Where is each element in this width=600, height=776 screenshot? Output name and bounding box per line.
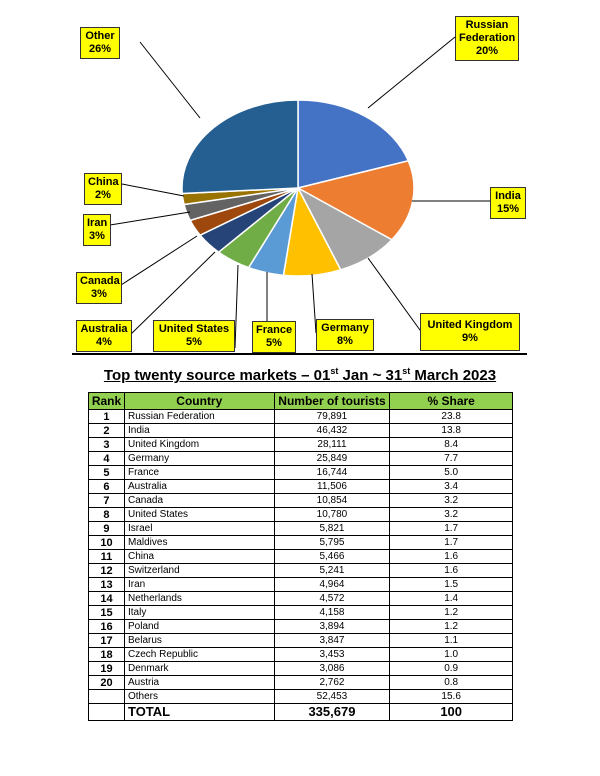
table-row (89, 410, 513, 424)
cell-country: Israel (124, 522, 274, 536)
cell-tourists: 46,432 (274, 424, 390, 438)
cell-rank: 19 (89, 662, 125, 676)
cell-rank: 17 (89, 634, 125, 648)
table-total-row (89, 704, 513, 721)
callout-united-states (153, 320, 235, 352)
table-row (89, 466, 513, 480)
table-row (89, 690, 513, 704)
cell-tourists: 28,111 (274, 438, 390, 452)
header-share: % Share (390, 393, 513, 410)
cell-country: Austria (124, 676, 274, 690)
callout-australia (76, 320, 132, 352)
cell-tourists: 4,158 (274, 606, 390, 620)
callout-russia-line2: Federation (459, 32, 516, 44)
callout-france (252, 321, 296, 353)
cell-share: 1.2 (390, 620, 513, 634)
callout-australia-label: Australia (80, 323, 128, 335)
total-country: TOTAL (124, 704, 274, 721)
cell-share: 1.1 (390, 634, 513, 648)
cell-country: Others (124, 690, 274, 704)
table-row (89, 494, 513, 508)
callout-other (80, 27, 120, 59)
cell-country: Denmark (124, 662, 274, 676)
table-row (89, 564, 513, 578)
cell-share: 15.6 (390, 690, 513, 704)
cell-country: United Kingdom (124, 438, 274, 452)
cell-rank: 1 (89, 410, 125, 424)
pie-slice-other (182, 100, 298, 194)
cell-country: Germany (124, 452, 274, 466)
cell-rank: 8 (89, 508, 125, 522)
cell-tourists: 4,964 (274, 578, 390, 592)
callout-other-pct: 26% (88, 43, 112, 55)
cell-country: Russian Federation (124, 410, 274, 424)
cell-rank: 20 (89, 676, 125, 690)
cell-country: Switzerland (124, 564, 274, 578)
table-row (89, 676, 513, 690)
table-row (89, 648, 513, 662)
cell-rank: 2 (89, 424, 125, 438)
cell-country: Belarus (124, 634, 274, 648)
cell-tourists: 25,849 (274, 452, 390, 466)
callout-russia-pct: 20% (475, 45, 499, 57)
callout-uk-label: United Kingdom (427, 319, 513, 331)
cell-tourists: 3,894 (274, 620, 390, 634)
cell-country: Australia (124, 480, 274, 494)
leader-line-uk (368, 258, 425, 337)
callout-australia-pct: 4% (96, 336, 112, 348)
cell-tourists: 10,854 (274, 494, 390, 508)
leader-line-canada (121, 236, 197, 285)
cell-rank: 16 (89, 620, 125, 634)
table-row (89, 508, 513, 522)
callout-germany-pct: 8% (337, 335, 353, 347)
header-rank: Rank (89, 393, 125, 410)
cell-share: 8.4 (390, 438, 513, 452)
callout-russia-line1: Russian (465, 19, 509, 31)
table-body (89, 410, 513, 721)
total-share: 100 (390, 704, 513, 721)
cell-tourists: 79,891 (274, 410, 390, 424)
cell-rank: 6 (89, 480, 125, 494)
table-row (89, 634, 513, 648)
cell-share: 7.7 (390, 452, 513, 466)
cell-country: Canada (124, 494, 274, 508)
cell-rank: 7 (89, 494, 125, 508)
callout-iran-pct: 3% (89, 230, 105, 242)
leader-line-us (235, 265, 238, 348)
title-sup-2: st (402, 366, 411, 376)
cell-tourists: 16,744 (274, 466, 390, 480)
cell-tourists: 11,506 (274, 480, 390, 494)
cell-country: Italy (124, 606, 274, 620)
cell-share: 1.5 (390, 578, 513, 592)
cell-share: 3.2 (390, 508, 513, 522)
callout-china (84, 173, 122, 205)
callout-france-label: France (256, 324, 293, 336)
callout-us-pct: 5% (186, 336, 202, 348)
cell-share: 1.4 (390, 592, 513, 606)
cell-country: United States (124, 508, 274, 522)
callout-canada (76, 272, 122, 304)
cell-rank: 13 (89, 578, 125, 592)
callout-india-pct: 15% (496, 203, 520, 215)
table-row (89, 522, 513, 536)
cell-share: 1.7 (390, 522, 513, 536)
cell-share: 5.0 (390, 466, 513, 480)
table-title (0, 366, 600, 384)
cell-tourists: 2,762 (274, 676, 390, 690)
table-row (89, 592, 513, 606)
title-mid: Jan ~ 31 (338, 367, 403, 384)
callout-canada-pct: 3% (91, 288, 107, 300)
cell-rank: 14 (89, 592, 125, 606)
title-sup-1: st (330, 366, 339, 376)
header-country: Country (124, 393, 274, 410)
cell-share: 23.8 (390, 410, 513, 424)
pie-chart-area (0, 0, 600, 352)
cell-country: France (124, 466, 274, 480)
cell-country: Poland (124, 620, 274, 634)
callout-germany-label: Germany (321, 322, 369, 334)
cell-tourists: 3,847 (274, 634, 390, 648)
callout-china-pct: 2% (95, 189, 111, 201)
cell-rank: 4 (89, 452, 125, 466)
cell-country: Czech Republic (124, 648, 274, 662)
leader-line-china (122, 184, 184, 196)
table-row (89, 578, 513, 592)
cell-country: Netherlands (124, 592, 274, 606)
cell-share: 1.2 (390, 606, 513, 620)
cell-tourists: 52,453 (274, 690, 390, 704)
callout-united-kingdom (420, 313, 520, 351)
total-rank (89, 704, 125, 721)
callout-us-label: United States (158, 323, 230, 335)
cell-rank: 18 (89, 648, 125, 662)
table-title-text (104, 367, 496, 384)
section-divider (72, 353, 527, 355)
cell-share: 13.8 (390, 424, 513, 438)
table-row (89, 606, 513, 620)
callout-china-label: China (88, 176, 119, 188)
callout-india-label: India (495, 190, 521, 202)
cell-rank: 5 (89, 466, 125, 480)
cell-share: 1.0 (390, 648, 513, 662)
title-suffix: March 2023 (410, 367, 497, 384)
cell-share: 0.8 (390, 676, 513, 690)
header-tourists: Number of tourists (274, 393, 390, 410)
cell-share: 0.9 (390, 662, 513, 676)
cell-tourists: 5,821 (274, 522, 390, 536)
table-row (89, 452, 513, 466)
cell-country: Iran (124, 578, 274, 592)
callout-other-label: Other (85, 30, 115, 42)
callout-iran (83, 214, 111, 246)
cell-tourists: 5,795 (274, 536, 390, 550)
cell-share: 1.6 (390, 550, 513, 564)
cell-rank: 11 (89, 550, 125, 564)
total-tourists: 335,679 (274, 704, 390, 721)
table-row (89, 480, 513, 494)
cell-rank: 12 (89, 564, 125, 578)
callout-india (490, 187, 526, 219)
cell-tourists: 3,086 (274, 662, 390, 676)
cell-share: 1.7 (390, 536, 513, 550)
cell-tourists: 10,780 (274, 508, 390, 522)
cell-share: 3.4 (390, 480, 513, 494)
cell-tourists: 4,572 (274, 592, 390, 606)
callout-france-pct: 5% (266, 337, 282, 349)
cell-rank: 3 (89, 438, 125, 452)
cell-country: Maldives (124, 536, 274, 550)
table-header-row (89, 393, 513, 410)
cell-country: India (124, 424, 274, 438)
table-row (89, 662, 513, 676)
leader-line-russia (368, 37, 455, 108)
callout-canada-label: Canada (80, 275, 120, 287)
cell-tourists: 5,466 (274, 550, 390, 564)
table-row (89, 550, 513, 564)
callout-germany (316, 319, 374, 351)
cell-share: 3.2 (390, 494, 513, 508)
table-row (89, 536, 513, 550)
table-row (89, 620, 513, 634)
cell-rank: 15 (89, 606, 125, 620)
callout-iran-label: Iran (87, 217, 108, 229)
table-row (89, 438, 513, 452)
leader-line-iran (110, 212, 190, 225)
cell-rank (89, 690, 125, 704)
cell-country: China (124, 550, 274, 564)
source-markets-table (88, 392, 513, 721)
cell-share: 1.6 (390, 564, 513, 578)
cell-rank: 10 (89, 536, 125, 550)
callout-uk-pct: 9% (462, 332, 478, 344)
callout-russian-federation (455, 16, 519, 61)
cell-rank: 9 (89, 522, 125, 536)
cell-tourists: 3,453 (274, 648, 390, 662)
table-row (89, 424, 513, 438)
cell-tourists: 5,241 (274, 564, 390, 578)
title-prefix: Top twenty source markets – 01 (103, 367, 331, 384)
leader-line-other (140, 42, 200, 118)
